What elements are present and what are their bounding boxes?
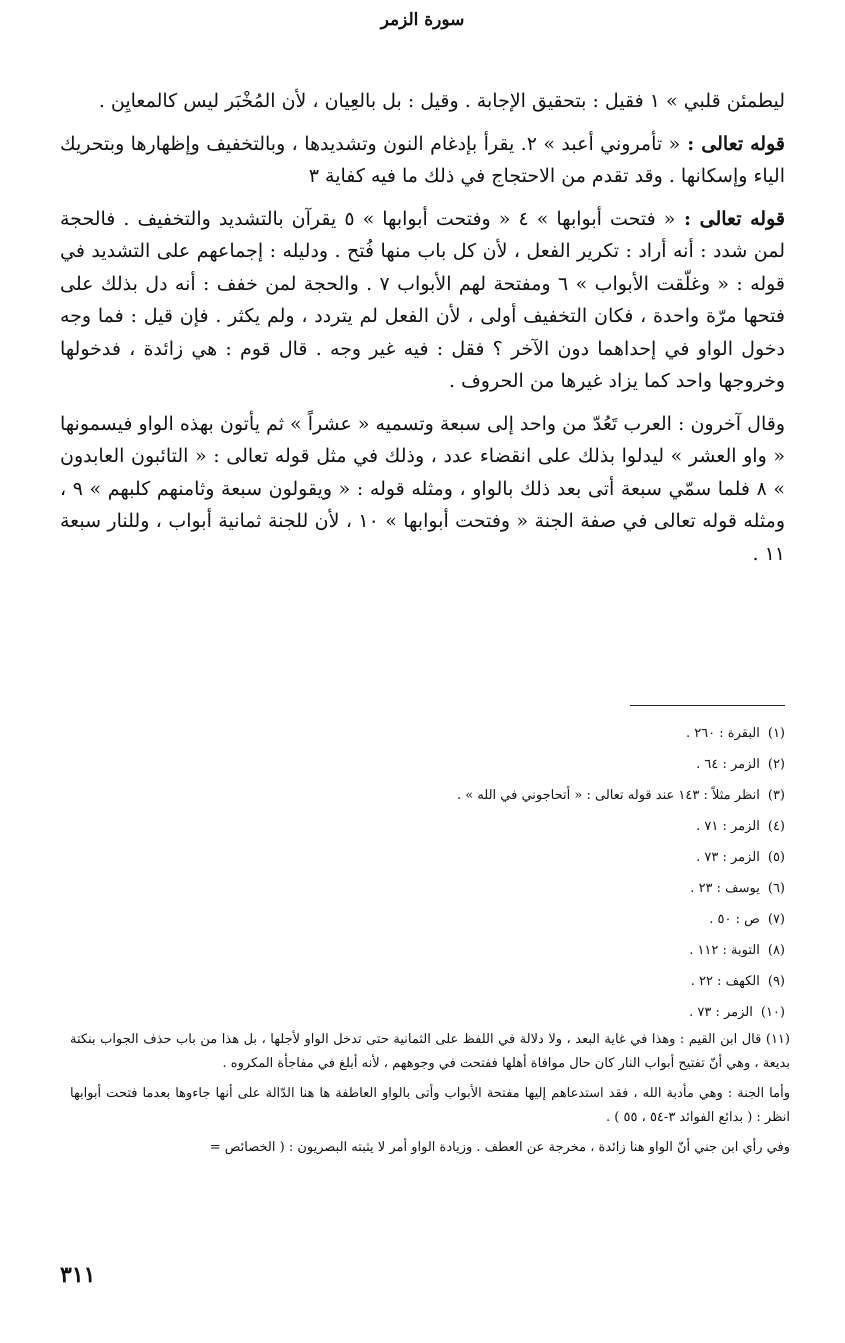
paragraph — [60, 128, 785, 193]
footnotes-list — [60, 718, 785, 1028]
footnote-number: (٦) — [767, 881, 785, 896]
paragraph — [60, 203, 785, 398]
footnote-paragraph — [70, 1136, 790, 1160]
footnote — [60, 780, 785, 811]
footnote-paragraph — [70, 1082, 790, 1130]
footnote-text: يوسف : ٢٣ . — [690, 881, 760, 896]
footnote — [60, 904, 785, 935]
footnote-number: (٨) — [767, 943, 785, 958]
footnote-number: (١) — [767, 726, 785, 741]
footnote-text: الزمر : ٧١ . — [696, 819, 760, 834]
footnote-text: وأما الجنة : وهي مأدبة الله ، فقد استدعاهم إليها مفتحة الأبواب وأتى بالواو العاطفة ها هنا الدّالة على أنها جاءوها بعدما فتحت أبوابها انظر : ( بدائع الفوائد ٣-٥٤ ، ٥٥ ) . — [70, 1086, 790, 1125]
page-number: ٣١١ — [60, 1262, 96, 1288]
footnote-text: انظر مثلاً : ١٤٣ عند قوله تعالى : « أتحاجوني في الله » . — [456, 788, 760, 803]
page-header: سورة الزمر — [380, 10, 465, 30]
footnote-text: التوبة : ١١٢ . — [689, 943, 760, 958]
footnote — [60, 842, 785, 873]
paragraph-text: ليطمئن قلبي » ١ فقيل : بتحقيق الإجابة . وقيل : بل بالعِيان ، لأن المُخْبَر ليس كالمعايِن . — [98, 90, 785, 112]
footnote-number: (٧) — [767, 912, 785, 927]
footnote-number: (٣) — [767, 788, 785, 803]
main-text — [60, 85, 785, 580]
footnote-separator — [630, 705, 785, 706]
footnote — [60, 935, 785, 966]
footnote — [60, 997, 785, 1028]
paragraph-text: « فتحت أبوابها » ٤ « وفتحت أبوابها » ٥ يقرآن بالتشديد والتخفيف . فالحجة لمن شدد : أنه أراد : تكرير الفعل ، لأن كل باب منها فُتح . ودليله : إجماعهم على التشديد في قوله : « وغلّقت الأبواب » ٦ ومفتحة لهم الأبواب ٧ . والحجة لمن خفف : أنه دل بذلك على فتحها مرّة واحدة ، فكان التخفيف أولى ، لأن الفعل لم يتردد ، ولم يكثر . فإن قيل : فما وجه دخول الواو في إحداهما دون الآخر ؟ فقل : فيه غير وجه . قال قوم : هي زائدة ، فدخولها وخروجها واحد كما يزاد غيرها من الحروف . — [60, 207, 786, 392]
footnote-number: (٩) — [767, 974, 785, 989]
footnote-text: وفي رأي ابن جني أنّ الواو هنا زائدة ، مخرجة عن العطف . وزيادة الواو أمر لا يثبته البصريون : ( الخصائص = — [209, 1140, 790, 1155]
paragraph — [60, 408, 785, 571]
footnote-number: (١٠) — [760, 1005, 785, 1020]
footnote-text: الزمر : ٦٤ . — [696, 757, 760, 772]
paragraph-lead: قوله تعالى : — [680, 132, 785, 155]
footnote-text: الزمر : ٧٣ . — [696, 850, 760, 865]
footnote — [60, 718, 785, 749]
paragraph — [60, 85, 785, 118]
footnote-11 — [70, 1028, 790, 1166]
footnote — [60, 966, 785, 997]
footnote — [60, 873, 785, 904]
footnote-number: (٤) — [767, 819, 785, 834]
footnote-text: الكهف : ٢٢ . — [690, 974, 760, 989]
footnote-text: قال ابن القيم : وهذا في غاية البعد ، ولا دلالة في اللفظ على الثمانية حتى تدخل الواو لأجلها ، بل هذا من باب حذف الجواب بنكتة بديعة ، وهي أنّ تفتيح أبواب النار كان حال موافاة أهلها ففتحت في وجوههم ، لأنه أبلغ في مفاجأة المكروه . — [70, 1032, 790, 1071]
footnote-paragraph — [70, 1028, 790, 1076]
footnote-number: (٢) — [767, 757, 785, 772]
paragraph-lead: قوله تعالى : — [675, 207, 785, 230]
footnote-number: (١١) — [765, 1032, 790, 1047]
footnote — [60, 811, 785, 842]
footnote-text: البقرة : ٢٦٠ . — [685, 726, 760, 741]
paragraph-text: وقال آخرون : العرب تَعُدّ من واحد إلى سبعة وتسميه « عشراً » ثم يأتون بهذه الواو فيسمونها « واو العشر » ليدلوا بذلك على انقضاء عدد ، وذلك في مثل قوله تعالى : « التائبون العابدون » ٨ فلما سمّي سبعة أتى بعد ذلك بالواو ، ومثله قوله : « ويقولون سبعة وثامنهم كلبهم » ٩ ، ومثله قوله تعالى في صفة الجنة « وفتحت أبوابها » ١٠ ، لأن للجنة ثمانية أبواب ، وللنار سبعة ١١ . — [60, 412, 786, 565]
footnote-text: الزمر : ٧٣ . — [689, 1005, 753, 1020]
footnote-text: ص : ٥٠ . — [709, 912, 760, 927]
footnote-number: (٥) — [767, 850, 785, 865]
footnote — [60, 749, 785, 780]
paragraph-text: « تأمروني أعبد » ٢. يقرأ بإدغام النون وتشديدها ، وبالتخفيف وإظهارها وبتحريك الياء وإسكانها . وقد تقدم من الاحتجاج في ذلك ما فيه كفاية ٣ — [60, 132, 785, 187]
